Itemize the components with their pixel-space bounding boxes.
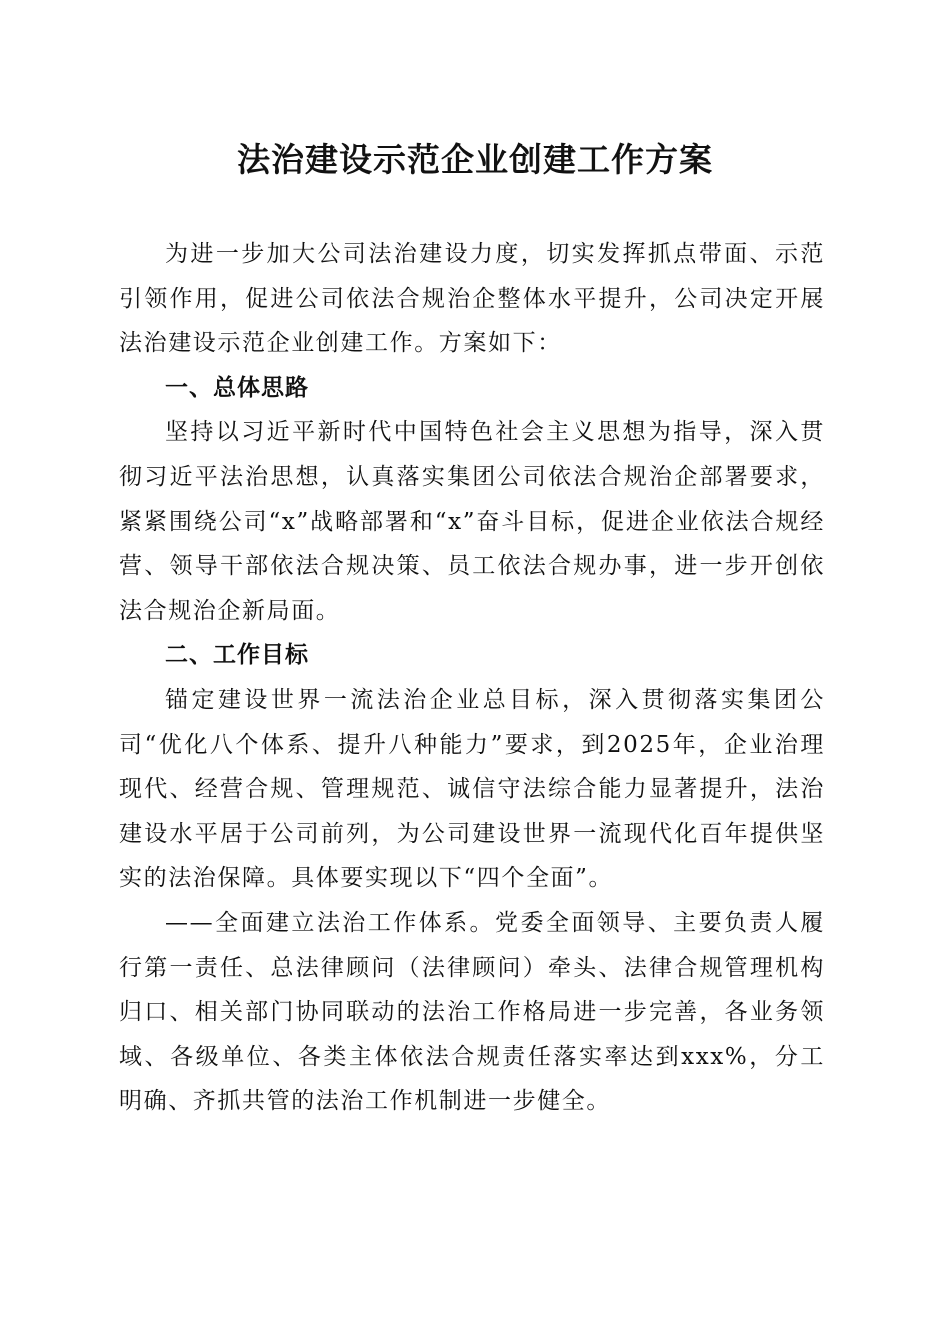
intro-paragraph: 为进一步加大公司法治建设力度，切实发挥抓点带面、示范引领作用，促进公司依法合规治企整体水平提升，公司决定开展法治建设示范企业创建工作。方案如下： (119, 241, 825, 357)
section-paragraph: 坚持以习近平新时代中国特色社会主义思想为指导，深入贯彻习近平法治思想，认真落实集团公司依法合规治企部署要求，紧紧围绕公司“x”战略部署和“x”奋斗目标，促进企业依法合规经营、领导干部依法合规决策、员工依法合规办事，进一步开创依法合规治企新局面。 (119, 419, 825, 624)
section-heading-overall-approach: 一、总体思路 (165, 374, 309, 401)
section-heading-work-goals: 二、工作目标 (165, 642, 309, 669)
document-body (119, 232, 825, 1124)
section-paragraph: ——全面建立法治工作体系。党委全面领导、主要负责人履行第一责任、总法律顾问（法律顾问）牵头、法律合规管理机构归口、相关部门协同联动的法治工作格局进一步完善，各业务领域、各级单位、各类主体依法合规责任落实率达到xxx%，分工明确、齐抓共管的法治工作机制进一步健全。 (119, 909, 825, 1115)
section-paragraph: 锚定建设世界一流法治企业总目标，深入贯彻落实集团公司“优化八个体系、提升八种能力”要求，到2025年，企业治理现代、经营合规、管理规范、诚信守法综合能力显著提升，法治建设水平居于公司前列，为公司建设世界一流现代化百年提供坚实的法治保障。具体要实现以下“四个全面”。 (119, 686, 825, 892)
document-title: 法治建设示范企业创建工作方案 (237, 140, 713, 179)
